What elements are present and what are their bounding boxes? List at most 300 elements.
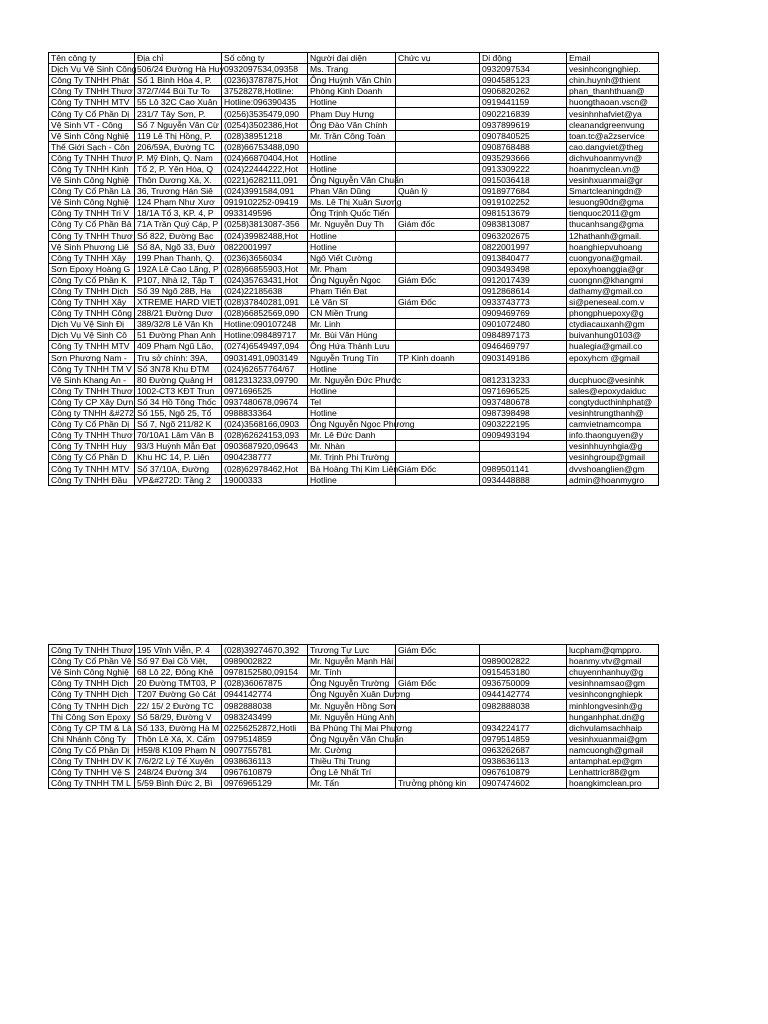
table-cell: 0903493498 xyxy=(480,263,567,274)
table-cell: vesinhhuynhgia@g xyxy=(567,441,659,452)
table-cell: 0983813087 xyxy=(480,219,567,230)
table-cell: 0938636113 xyxy=(222,755,308,766)
table-cell: 0912017439 xyxy=(480,274,567,285)
table-cell: 68 Lô 22, Đông Khê xyxy=(135,667,222,678)
table-cell: Công Ty Cổ Phần K xyxy=(49,274,135,285)
table-cell: cleanandgreenvung xyxy=(567,119,659,130)
table-cell: Giám đốc xyxy=(396,219,480,230)
table-cell: 0989002822 xyxy=(480,656,567,667)
table-cell: Công Ty TNHH Thươ xyxy=(49,230,135,241)
table-row xyxy=(49,667,659,678)
table-cell xyxy=(396,385,480,396)
table-cell xyxy=(396,667,480,678)
table-cell xyxy=(396,97,480,108)
table-row xyxy=(49,408,659,419)
table-cell: Phạm Tiến Đạt xyxy=(308,285,396,296)
table-cell: hoanmyclean.vn@ xyxy=(567,163,659,174)
table-row xyxy=(49,152,659,163)
table-cell: 0822001997 xyxy=(480,241,567,252)
table-cell: 0963262687 xyxy=(480,744,567,755)
table-cell: 1002-CT3 KĐT Trun xyxy=(135,385,222,396)
table-cell xyxy=(396,263,480,274)
table-cell: 0937480678,09674 xyxy=(222,396,308,407)
table-row xyxy=(49,689,659,700)
table-cell xyxy=(396,230,480,241)
table-cell: Thôn Dương Xá, X. xyxy=(135,175,222,186)
table-cell: Công Ty TNHH DV K xyxy=(49,755,135,766)
table-cell: 0901072480 xyxy=(480,319,567,330)
table-cell: (024)3991584,091 xyxy=(222,186,308,197)
table-cell: admin@hoanmygro xyxy=(567,474,659,485)
table-row xyxy=(49,64,659,75)
table-cell: (028)37840281,091 xyxy=(222,297,308,308)
table-cell: Công Ty TNHH MTV xyxy=(49,341,135,352)
table-cell xyxy=(396,755,480,766)
table-cell: dvvshoanglien@gm xyxy=(567,463,659,474)
table-cell: 248/24 Đường 3/4 xyxy=(135,767,222,778)
table-cell: (024)22444222,Hot xyxy=(222,163,308,174)
table-cell: cao.dangviet@theg xyxy=(567,141,659,152)
table-row xyxy=(49,97,659,108)
table-cell: Công Ty CP TM & Là xyxy=(49,722,135,733)
table-cell: epoxyhcm @gmail xyxy=(567,352,659,363)
table-cell: Vệ Sinh Phương Liê xyxy=(49,241,135,252)
table-cell: Công Ty Cổ Phần Bả xyxy=(49,219,135,230)
table-row xyxy=(49,385,659,396)
table-cell: Công Ty Cổ Phần Là xyxy=(49,186,135,197)
table-cell: (0221)6282111,091 xyxy=(222,175,308,186)
table-row xyxy=(49,474,659,485)
table-cell: XTREME HARD VIET xyxy=(135,297,222,308)
table-cell: Vệ Sinh Công Nghiệ xyxy=(49,130,135,141)
table-cell: 0909493194 xyxy=(480,430,567,441)
table-cell: vesinhnhafviet@ya xyxy=(567,108,659,119)
table-cell: info.thaonguyen@y xyxy=(567,430,659,441)
table-cell: Thế Giới Sạch - Côn xyxy=(49,141,135,152)
table-cell: 506/24 Đường Hà Huy xyxy=(135,64,222,75)
table-cell: Công Ty Cổ Phần Vệ xyxy=(49,656,135,667)
table-cell: 0934224177 xyxy=(480,722,567,733)
table-row xyxy=(49,252,659,263)
table-cell: Giám Đốc xyxy=(396,297,480,308)
table-cell xyxy=(396,141,480,152)
table-cell: Giám Đốc xyxy=(396,274,480,285)
table-cell: 0919102252 xyxy=(480,197,567,208)
table-cell: Số 8A, Ngõ 33, Đườ xyxy=(135,241,222,252)
table-row xyxy=(49,308,659,319)
table-cell: Số 37/10A, Đường xyxy=(135,463,222,474)
table-cell: 0907840525 xyxy=(480,130,567,141)
table-cell: Công Ty TNHH Dịch xyxy=(49,700,135,711)
table-cell: 0989501141 xyxy=(480,463,567,474)
table-cell: Trưởng phòng kin xyxy=(396,778,480,789)
table-cell: 0822001997 xyxy=(222,241,308,252)
table-row xyxy=(49,722,659,733)
table-cell: 0967610879 xyxy=(222,767,308,778)
table-cell xyxy=(396,208,480,219)
table-row xyxy=(49,441,659,452)
table-cell xyxy=(396,363,480,374)
table-cell: (0236)3787875,Hot xyxy=(222,75,308,86)
table-cell xyxy=(396,767,480,778)
table-cell xyxy=(308,141,396,152)
table-cell: hoanghiepvuhoang xyxy=(567,241,659,252)
table-cell: phongphuepoxy@g xyxy=(567,308,659,319)
table-cell: 36, Trương Hán Siê xyxy=(135,186,222,197)
table-cell: 231/7 Tây Sơn, P. xyxy=(135,108,222,119)
table-cell: (028)66855903,Hot xyxy=(222,263,308,274)
table-cell: Vệ Sinh Công Nghiệ xyxy=(49,197,135,208)
table-cell: Ông Nguyễn Trường xyxy=(308,678,396,689)
table-cell: P. Mỹ Đình, Q. Nam xyxy=(135,152,222,163)
table-cell: 0944142774 xyxy=(480,689,567,700)
table-cell: 0902216839 xyxy=(480,108,567,119)
table-cell: Chi Nhánh Công Ty xyxy=(49,733,135,744)
table-cell xyxy=(480,452,567,463)
table-cell: dichvulamsachhaip xyxy=(567,722,659,733)
table-cell: Hotline xyxy=(308,97,396,108)
table-cell: 0946469797 xyxy=(480,341,567,352)
table-row xyxy=(49,230,659,241)
table-cell: Hotline:090107248 xyxy=(222,319,308,330)
table-cell: vesinhgroup@gmail xyxy=(567,452,659,463)
table-cell: 71A Trần Quý Cáp, P xyxy=(135,219,222,230)
table-row xyxy=(49,330,659,341)
table-row xyxy=(49,755,659,766)
table-cell: Công Ty Cổ Phần Dị xyxy=(49,108,135,119)
table-cell: 192A Lê Cao Lãng, P xyxy=(135,263,222,274)
table-cell: (024)62657764/67 xyxy=(222,363,308,374)
table-cell: 0937480678 xyxy=(480,396,567,407)
table-row xyxy=(49,678,659,689)
table-cell: Mr. Lê Đức Danh xyxy=(308,430,396,441)
table-cell: Công Ty TNHH Công xyxy=(49,308,135,319)
table-cell: antamphat.ep@gm xyxy=(567,755,659,766)
table-cell xyxy=(396,656,480,667)
table-cell: Công Ty TNHH Kinh xyxy=(49,163,135,174)
table-cell: toan.tc@a2zservice xyxy=(567,130,659,141)
table-cell: tienquoc2011@gm xyxy=(567,208,659,219)
table-cell: 0987398498 xyxy=(480,408,567,419)
table-cell: 0933149596 xyxy=(222,208,308,219)
table-cell: 0935293666 xyxy=(480,152,567,163)
table-cell xyxy=(396,86,480,97)
table-cell: Mr. Bùi Văn Hùng xyxy=(308,330,396,341)
table-cell: 0982888038 xyxy=(222,700,308,711)
table-cell: Số 1 Bình Hòa 4, P. xyxy=(135,75,222,86)
table-cell: (0236)3656034 xyxy=(222,252,308,263)
table-cell: (028)38951218 xyxy=(222,130,308,141)
table-row xyxy=(49,396,659,407)
table-cell: Trụ sở chính: 39A, xyxy=(135,352,222,363)
table-cell xyxy=(396,744,480,755)
table-cell: (028)36067875 xyxy=(222,678,308,689)
table-cell: Ông Nguyễn Văn Chuẩn xyxy=(308,733,396,744)
header-row xyxy=(49,53,659,64)
table-cell: Vệ Sinh Công Nghiệ xyxy=(49,175,135,186)
table-cell: 0908768488 xyxy=(480,141,567,152)
table-cell: 0903149186 xyxy=(480,352,567,363)
table-cell: 0936750009 xyxy=(480,678,567,689)
table-cell: 195 Vĩnh Viễn, P. 4 xyxy=(135,645,222,656)
table-cell: Phòng Kinh Doanh xyxy=(308,86,396,97)
table-cell: Mr. Nguyễn Đức Phước xyxy=(308,374,396,385)
table-cell: vesinhxuanmai@gr xyxy=(567,175,659,186)
table-cell: vesinhnamsao@gm xyxy=(567,678,659,689)
table-cell: Dịch Vụ Vệ Sinh Đị xyxy=(49,319,135,330)
table-row xyxy=(49,208,659,219)
table-row xyxy=(49,197,659,208)
table-cell: Số 7 Nguyễn Văn Cừ xyxy=(135,119,222,130)
table-cell: Phan Văn Dũng xyxy=(308,186,396,197)
table-cell: (028)62624153,093 xyxy=(222,430,308,441)
table-cell: 0904585123 xyxy=(480,75,567,86)
table-cell: Mr. Nguyễn Duy Th xyxy=(308,219,396,230)
table-cell: Mr. Tính xyxy=(308,667,396,678)
table-cell: hunganhphat.dn@g xyxy=(567,711,659,722)
table-cell: H59/8 K109 Phạm N xyxy=(135,744,222,755)
table-cell: 0979514859 xyxy=(222,733,308,744)
table-row xyxy=(49,419,659,430)
table-cell: VP&#272D: Tầng 2 xyxy=(135,474,222,485)
table-cell: Công Ty TNHH Thươ xyxy=(49,645,135,656)
table-cell: (024)22185638 xyxy=(222,285,308,296)
table-cell: Mr. Trịnh Phi Trường xyxy=(308,452,396,463)
table-cell xyxy=(396,408,480,419)
table-cell: 22/ 15/ 2 Đường TC xyxy=(135,700,222,711)
table-cell: Công Ty Cổ Phần Dị xyxy=(49,744,135,755)
table-cell: Công Ty Cổ Phần D xyxy=(49,452,135,463)
table-cell: 0907755781 xyxy=(222,744,308,755)
table-row xyxy=(49,656,659,667)
column-header: Tên công ty xyxy=(49,53,135,64)
table-cell: Giám Đốc xyxy=(396,463,480,474)
table-cell: hoangkimclean.pro xyxy=(567,778,659,789)
table-cell: 0915453180 xyxy=(480,667,567,678)
table-cell: CN Miền Trung xyxy=(308,308,396,319)
table-cell: 0971696525 xyxy=(480,385,567,396)
table-cell: dichvuhoanmyvn@ xyxy=(567,152,659,163)
table-row xyxy=(49,108,659,119)
table-cell: P107, Nhà I2, Tập T xyxy=(135,274,222,285)
table-cell: epoxyhoanggia@gr xyxy=(567,263,659,274)
table-cell: Ngô Viết Cường xyxy=(308,252,396,263)
contacts-table-bottom xyxy=(48,644,659,789)
table-cell: 20 Đường TMT03, P xyxy=(135,678,222,689)
table-cell xyxy=(396,163,480,174)
table-cell: 09031491,0903149 xyxy=(222,352,308,363)
table-cell: Mr. Nguyễn Hồng Sơn xyxy=(308,700,396,711)
table-cell: Sơn Epoxy Hoàng G xyxy=(49,263,135,274)
table-cell: 0982888038 xyxy=(480,700,567,711)
table-cell: 0971696525 xyxy=(222,385,308,396)
table-cell: 288/21 Đường Dươ xyxy=(135,308,222,319)
table-cell: Mr. Cường xyxy=(308,744,396,755)
table-row xyxy=(49,778,659,789)
table-cell: Ông Trịnh Quốc Tiến xyxy=(308,208,396,219)
table-cell: vesinhxuanmai@gm xyxy=(567,733,659,744)
table-cell: Công Ty TNHH Dịch xyxy=(49,285,135,296)
table-cell: hualegia@gmail.co xyxy=(567,341,659,352)
contacts-table-top xyxy=(48,52,659,486)
table-cell xyxy=(396,130,480,141)
table-cell: (0274)6549497,094 xyxy=(222,341,308,352)
table-cell: Công Ty TNHH Dịch xyxy=(49,689,135,700)
table-cell: 0938636113 xyxy=(480,755,567,766)
table-cell: Công Ty TNHH TM L xyxy=(49,778,135,789)
table-cell: Vệ Sinh Công Nghiệ xyxy=(49,667,135,678)
table-row xyxy=(49,374,659,385)
table-cell: 0988833364 xyxy=(222,408,308,419)
table-cell: Công Ty CP Xây Dựn xyxy=(49,396,135,407)
table-row xyxy=(49,645,659,656)
table-cell: (0256)3535479,090 xyxy=(222,108,308,119)
table-row xyxy=(49,297,659,308)
column-header: Email xyxy=(567,53,659,64)
table-cell xyxy=(396,441,480,452)
table-cell: Số 155, Ngõ 25, Tổ xyxy=(135,408,222,419)
table-row xyxy=(49,463,659,474)
table-row xyxy=(49,767,659,778)
table-row xyxy=(49,274,659,285)
table-cell: cuongyona@gmail. xyxy=(567,252,659,263)
table-cell: Hotline:098489717 xyxy=(222,330,308,341)
table-cell: Mr. Phạm xyxy=(308,263,396,274)
table-cell: (028)66753488,090 xyxy=(222,141,308,152)
table-row xyxy=(49,341,659,352)
table-cell xyxy=(480,363,567,374)
table-cell: Mr. Nguyễn Hùng Anh xyxy=(308,711,396,722)
table-cell xyxy=(396,308,480,319)
table-row xyxy=(49,711,659,722)
table-cell xyxy=(396,733,480,744)
table-cell: Dịch Vụ Vệ Sinh Cô xyxy=(49,330,135,341)
table-cell: lesuong90dn@gma xyxy=(567,197,659,208)
table-row xyxy=(49,119,659,130)
table-row xyxy=(49,219,659,230)
table-cell: (024)66870404,Hot xyxy=(222,152,308,163)
table-row xyxy=(49,175,659,186)
table-cell: 55 Lô 32C Cao Xuân xyxy=(135,97,222,108)
table-cell: Ms. Lê Thị Xuân Sương xyxy=(308,197,396,208)
table-cell: phan_thanhthuan@ xyxy=(567,86,659,97)
table-cell: 0979514859 xyxy=(480,733,567,744)
table-cell: namcuongh@gmail xyxy=(567,744,659,755)
table-cell: Giám Đốc xyxy=(396,645,480,656)
table-cell: Mr. Nguyễn Mạnh Hải xyxy=(308,656,396,667)
table-cell: Công Ty TNHH Xây xyxy=(49,297,135,308)
table-cell: 0919102252-09419 xyxy=(222,197,308,208)
table-row xyxy=(49,733,659,744)
table-cell: 372/7/44 Bùi Tư To xyxy=(135,86,222,97)
table-cell: Công Ty TNHH MTV xyxy=(49,97,135,108)
table-cell: Hotline xyxy=(308,152,396,163)
table-cell: 0812313233,09790 xyxy=(222,374,308,385)
table-cell: minhlongvesinh@g xyxy=(567,700,659,711)
table-cell: Ông Đào Văn Chính xyxy=(308,119,396,130)
table-cell: 18/1A Tổ 3, KP. 4, P xyxy=(135,208,222,219)
table-row xyxy=(49,241,659,252)
table-cell: ctydiacauxanh@gm xyxy=(567,319,659,330)
table-cell: Bà Hoàng Thị Kim Liên xyxy=(308,463,396,474)
table-cell: 0937899619 xyxy=(480,119,567,130)
table-row xyxy=(49,363,659,374)
table-cell: Mr. Trần Công Toàn xyxy=(308,130,396,141)
table-cell: 0915036418 xyxy=(480,175,567,186)
table-cell: 0912868614 xyxy=(480,285,567,296)
table-cell: 0907474602 xyxy=(480,778,567,789)
table-cell xyxy=(396,319,480,330)
table-cell: Công Ty TNHH Tri V xyxy=(49,208,135,219)
table-cell: T207 Đường Gò Cát xyxy=(135,689,222,700)
table-row xyxy=(49,141,659,152)
table-cell: Thi Công Sơn Epoxy xyxy=(49,711,135,722)
table-cell: Quản lý xyxy=(396,186,480,197)
table-cell: Công Ty TNHH TM V xyxy=(49,363,135,374)
table-cell: 51 Đường Phan Anh xyxy=(135,330,222,341)
table-cell: Ông Hứa Thành Lưu xyxy=(308,341,396,352)
table-cell: Công ty TNHH &#272 xyxy=(49,408,135,419)
table-cell xyxy=(396,108,480,119)
table-cell: 0967610879 xyxy=(480,767,567,778)
table-cell xyxy=(480,441,567,452)
table-cell: si@peneseal.com.v xyxy=(567,297,659,308)
table-cell: Ông Huỳnh Văn Chín xyxy=(308,75,396,86)
table-cell xyxy=(396,241,480,252)
table-cell: 0984897173 xyxy=(480,330,567,341)
table-cell: Dịch Vụ Vệ Sinh Công xyxy=(49,64,135,75)
table-cell: Ông Nguyễn Văn Chuẩn xyxy=(308,175,396,186)
table-cell: Công Ty TNHH Đầu xyxy=(49,474,135,485)
table-cell: dathamy@gmail.co xyxy=(567,285,659,296)
table-cell: vesinhcongnghiep. xyxy=(567,64,659,75)
table-cell: 0909469769 xyxy=(480,308,567,319)
table-cell: Công Ty TNHH Thươ xyxy=(49,86,135,97)
table-cell: Mr. Tấn xyxy=(308,778,396,789)
table-cell: Số 133, Đường Hà M xyxy=(135,722,222,733)
table-cell: 0932097534,09358 xyxy=(222,64,308,75)
table-cell: 0933743773 xyxy=(480,297,567,308)
table-row xyxy=(49,263,659,274)
table-cell: 199 Phan Thanh, Q. xyxy=(135,252,222,263)
table-row xyxy=(49,700,659,711)
table-cell: Số 34 Hồ Tông Thốc xyxy=(135,396,222,407)
table-row xyxy=(49,285,659,296)
table-cell: Hotline xyxy=(308,241,396,252)
table-cell: 0903687920,09643 xyxy=(222,441,308,452)
table-cell: Phạm Duy Hưng xyxy=(308,108,396,119)
table-row xyxy=(49,163,659,174)
table-cell: Số 7, Ngõ 211/82 K xyxy=(135,419,222,430)
table-cell: 0812313233 xyxy=(480,374,567,385)
table-cell: vesinhtrungthanh@ xyxy=(567,408,659,419)
table-row xyxy=(49,319,659,330)
table-cell: 0963202675 xyxy=(480,230,567,241)
table-cell xyxy=(396,396,480,407)
table-cell: Vệ Sinh Khang An - xyxy=(49,374,135,385)
table-cell: 19000333 xyxy=(222,474,308,485)
table-cell: Công Ty TNHH Thươ xyxy=(49,385,135,396)
table-cell: 0903222195 xyxy=(480,419,567,430)
table-cell: Thiều Thị Trung xyxy=(308,755,396,766)
table-cell: 0919441159 xyxy=(480,97,567,108)
table-cell: (024)35763431,Hot xyxy=(222,274,308,285)
table-cell: Công Ty TNHH Thươ xyxy=(49,152,135,163)
table-cell xyxy=(396,75,480,86)
table-cell: 0981513679 xyxy=(480,208,567,219)
table-cell: Tel xyxy=(308,396,396,407)
table-cell xyxy=(396,119,480,130)
